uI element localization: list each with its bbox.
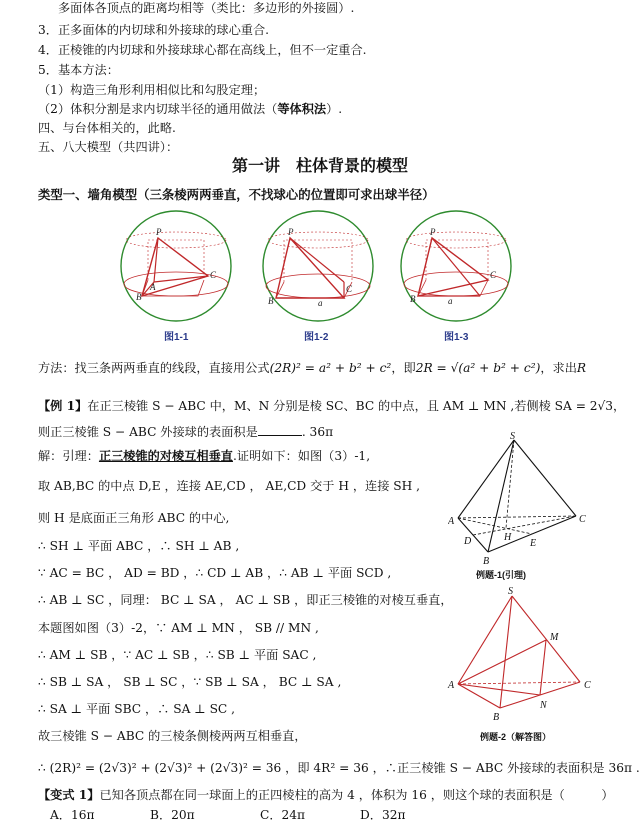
pyramid-figure-1 (448, 432, 604, 580)
text-line-7: 四、与台体相关的，此略. (38, 121, 176, 135)
solution-line-11: 故三棱锥 S − ABC 的三棱条侧棱两两互相垂直， (38, 729, 307, 743)
example-text-2a: 则正三棱锥 S − ABC 外接球的表面积是 (38, 425, 258, 439)
figure-caption-1: 图1-1 (164, 332, 189, 343)
fig2-label-a: a (318, 298, 323, 308)
lecture-title: 第一讲 柱体背景的模型 (231, 156, 408, 175)
option-a[interactable]: A．16π (50, 808, 95, 822)
variant-line (38, 787, 614, 803)
method-suffix: ，求出 (540, 361, 577, 375)
solution-line-10: ∴ SA ⊥ 平面 SBC ，∴ SA ⊥ SC , (38, 702, 235, 716)
fig-r1-label-A: A (448, 516, 455, 527)
solution-1c: .证明如下：如图（3）-1, (233, 449, 371, 463)
solution-1a: 解：引理： (38, 449, 99, 463)
solution-line-1 (38, 448, 370, 464)
solution-line-2: 取 AB,BC 的中点 D,E ，连接 AE,CD ， AE,CD 交于 H ，连接 SH , (38, 479, 420, 493)
fig-r1-label-C: C (579, 514, 586, 525)
fig-r2-label-M: M (550, 632, 559, 643)
text-line-6-c: ）. (326, 102, 343, 116)
variant-head: 【变式 1】 (38, 788, 100, 802)
figure-1-3 (401, 211, 511, 321)
fig2-label-C: C (346, 284, 353, 294)
fig2-label-B: B (268, 296, 274, 306)
option-c[interactable]: C．24π (260, 808, 306, 822)
fig1-label-A: A (150, 282, 156, 292)
fig1-label-C: C (210, 270, 217, 280)
sphere-figures (118, 206, 538, 334)
solution-line-7: 本题图如图（3）-2，∵ AM ⊥ MN ， SB // MN , (38, 621, 319, 635)
fig-r2-label-S: S (508, 586, 513, 597)
text-line-6-a: （2）体积分割是求内切球半径的通用做法（ (38, 102, 278, 116)
solution-1b: 正三棱锥的对棱互相垂直 (98, 449, 233, 463)
option-d[interactable]: D．32π (360, 808, 406, 822)
text-line-8: 五、八大模型（共四讲）： (38, 140, 179, 154)
fig-r1-label-H: H (504, 532, 512, 543)
fig3-label-B: B (410, 294, 416, 304)
pyramid-figure-2 (446, 584, 606, 730)
figure-caption-answer: 例题-2（解答图） (480, 732, 552, 742)
fig3-label-C: C (490, 270, 497, 280)
fig-r2-label-N: N (540, 700, 547, 711)
fig3-label-a: a (448, 296, 453, 306)
method-mid: ，即 (391, 361, 416, 375)
method-prefix: 方法：找三条两两垂直的线段，直接用公式 (38, 361, 270, 375)
text-line-5: （1）构造三角形利用相似比和勾股定理； (38, 83, 266, 97)
fig-r2-label-C: C (584, 680, 591, 691)
text-line-2: 3．正多面体的内切球和外接球的球心重合. (38, 23, 270, 37)
figure-caption-lemma: 例题-1(引理) (476, 570, 526, 580)
example-head: 【例 1】 (38, 399, 88, 413)
example-line-2 (38, 424, 333, 440)
solution-line-12: ∴ (2R)² = (2√3)² + (2√3)² + (2√3)² = 36 ，即 4R² = 36 ，∴正三棱锥 S − ABC 外接球的表面积是 36π . (38, 761, 640, 775)
text-line-1: 多面体各顶点的距离均相等（类比：多边形的外接圆）. (58, 1, 355, 15)
method-formula-1: (2R)² = a² + b² + c² (269, 361, 392, 375)
solution-line-5: ∵ AC = BC ， AD = BD ，∴ CD ⊥ AB ，∴ AB ⊥ 平面 SCD , (38, 566, 392, 580)
fig-r2-label-B: B (493, 712, 500, 723)
solution-line-8: ∴ AM ⊥ SB ，∵ AC ⊥ SB ，∴ SB ⊥ 平面 SAC , (38, 648, 317, 662)
fig1-label-B: B (136, 292, 142, 302)
fig-r2-label-A: A (448, 680, 455, 691)
text-line-6-bold: 等体积法 (277, 102, 327, 116)
fig-r1-label-S: S (510, 432, 515, 442)
solution-line-4: ∴ SH ⊥ 平面 ABC ，∴ SH ⊥ AB , (38, 539, 240, 553)
option-b[interactable]: B．20π (150, 808, 195, 822)
solution-line-9: ∴ SB ⊥ SA ， SB ⊥ SC ，∵ SB ⊥ SA ， BC ⊥ SA , (38, 675, 342, 689)
method-var: R (576, 361, 587, 375)
solution-line-3: 则 H 是底面正三角形 ABC 的中心, (38, 511, 230, 525)
figure-1-1 (121, 211, 231, 321)
text-line-6 (38, 101, 342, 117)
fig2-label-P: P (288, 227, 294, 237)
type1-heading: 类型一、墙角模型（三条棱两两垂直，不找球心的位置即可求出球半径） (38, 187, 435, 202)
answer-blank[interactable] (258, 424, 302, 436)
figure-caption-2: 图1-2 (304, 332, 329, 343)
method-formula-2: 2R = √(a² + b² + c²) (415, 361, 541, 375)
fig3-label-P: P (430, 227, 436, 237)
fig-r1-label-B: B (483, 556, 490, 567)
method-line (38, 360, 586, 376)
figure-caption-3: 图1-3 (444, 332, 469, 343)
solution-line-6: ∴ AB ⊥ SC ，同理： BC ⊥ SA ， AC ⊥ SB ，即正三棱锥的对棱互垂直， (38, 593, 453, 607)
example-line-1 (38, 398, 625, 414)
example-text-2b: . 36π (301, 425, 334, 439)
variant-text: 已知各顶点都在同一球面上的正四棱柱的高为 4 ，体积为 16 ，则这个球的表面积是（ ） (99, 788, 614, 802)
text-line-4: 5．基本方法： (38, 63, 119, 77)
text-line-3: 4．正棱锥的内切球和外接球球心都在高线上，但不一定重合. (38, 43, 367, 57)
fig-r1-label-E: E (530, 538, 537, 549)
fig-r1-label-D: D (464, 536, 472, 547)
example-text-1: 在正三棱锥 S − ABC 中，M、N 分别是棱 SC、BC 的中点，且 AM ⊥ MN ,若侧棱 SA = 2√3， (87, 399, 626, 413)
fig1-label-P: P (156, 227, 162, 237)
